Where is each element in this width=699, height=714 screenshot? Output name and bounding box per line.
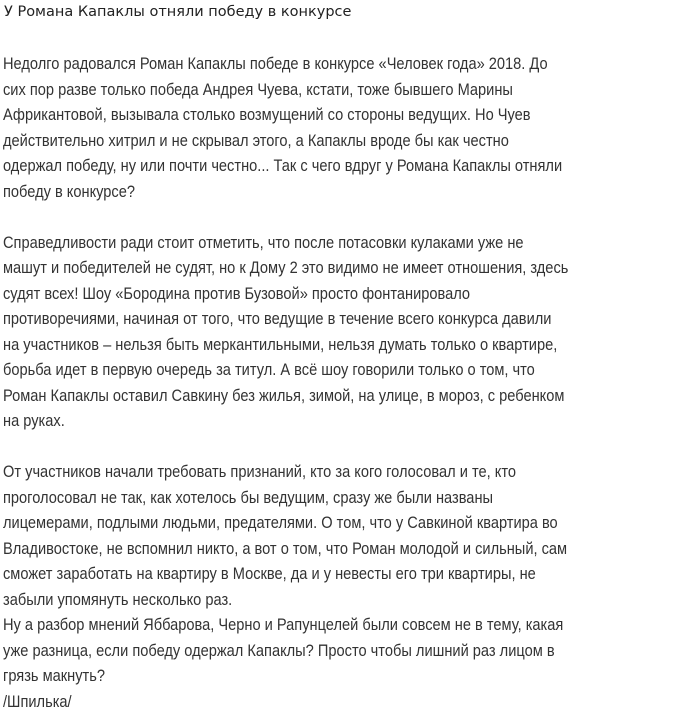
text-line: Справедливости ради стоит отметить, что после потасовки кулаками уже не	[3, 230, 605, 256]
text-line: победу в конкурсе?	[3, 179, 605, 205]
text-line: грязь макнуть?	[3, 663, 605, 689]
paragraph-3	[3, 459, 699, 714]
paragraph-spacer	[3, 434, 699, 460]
text-line: на участников – нельзя быть меркантильными, нельзя думать только о квартире,	[3, 332, 605, 358]
paragraph-2	[3, 230, 699, 434]
text-line: Владивостоке, не вспомнил никто, а вот о том, что Роман молодой и сильный, сам	[3, 536, 605, 562]
text-line: противоречиями, начиная от того, что ведущие в течение всего конкурса давили	[3, 306, 605, 332]
text-line: Роман Капаклы оставил Савкину без жилья, зимой, на улице, в мороз, с ребенком	[3, 383, 605, 409]
text-line: Недолго радовался Роман Капаклы победе в конкурсе «Человек года» 2018. До	[3, 51, 605, 77]
text-line: Ну а разбор мнений Яббарова, Черно и Рапунцелей были совсем не в тему, какая	[3, 612, 605, 638]
article-body	[3, 51, 699, 714]
text-line: действительно хитрил и не скрывал этого, а Капаклы вроде бы как честно	[3, 128, 605, 154]
paragraph-1	[3, 51, 699, 204]
text-line: сможет заработать на квартиру в Москве, да и у невесты его три квартиры, не	[3, 561, 605, 587]
text-line: От участников начали требовать признаний, кто за кого голосовал и те, кто	[3, 459, 605, 485]
text-line: забыли упомянуть несколько раз.	[3, 587, 605, 613]
text-line: на руках.	[3, 408, 605, 434]
text-line: Африкантовой, вызывала столько возмущений со стороны ведущих. Но Чуев	[3, 102, 605, 128]
text-line: уже разница, если победу одержал Капаклы? Просто чтобы лишний раз лицом в	[3, 638, 605, 664]
paragraph-spacer	[3, 204, 699, 230]
text-line: проголосовал не так, как хотелось бы ведущим, сразу же были названы	[3, 485, 605, 511]
author-signature: /Шпилька/	[3, 689, 605, 714]
text-line: одержал победу, ну или почти честно... Так с чего вдруг у Романа Капаклы отняли	[3, 153, 605, 179]
text-line: борьба идет в первую очередь за титул. А всё шоу говорили только о том, что	[3, 357, 605, 383]
text-line: машут и победителей не судят, но к Дому 2 это видимо не имеет отношения, здесь	[3, 255, 605, 281]
text-line: лицемерами, подлыми людьми, предателями. О том, что у Савкиной квартира во	[3, 510, 605, 536]
article-title: У Романа Капаклы отняли победу в конкурсе	[4, 2, 351, 22]
text-line: сих пор разве только победа Андрея Чуева, кстати, тоже бывшего Марины	[3, 77, 605, 103]
text-line: судят всех! Шоу «Бородина против Бузовой» просто фонтанировало	[3, 281, 605, 307]
